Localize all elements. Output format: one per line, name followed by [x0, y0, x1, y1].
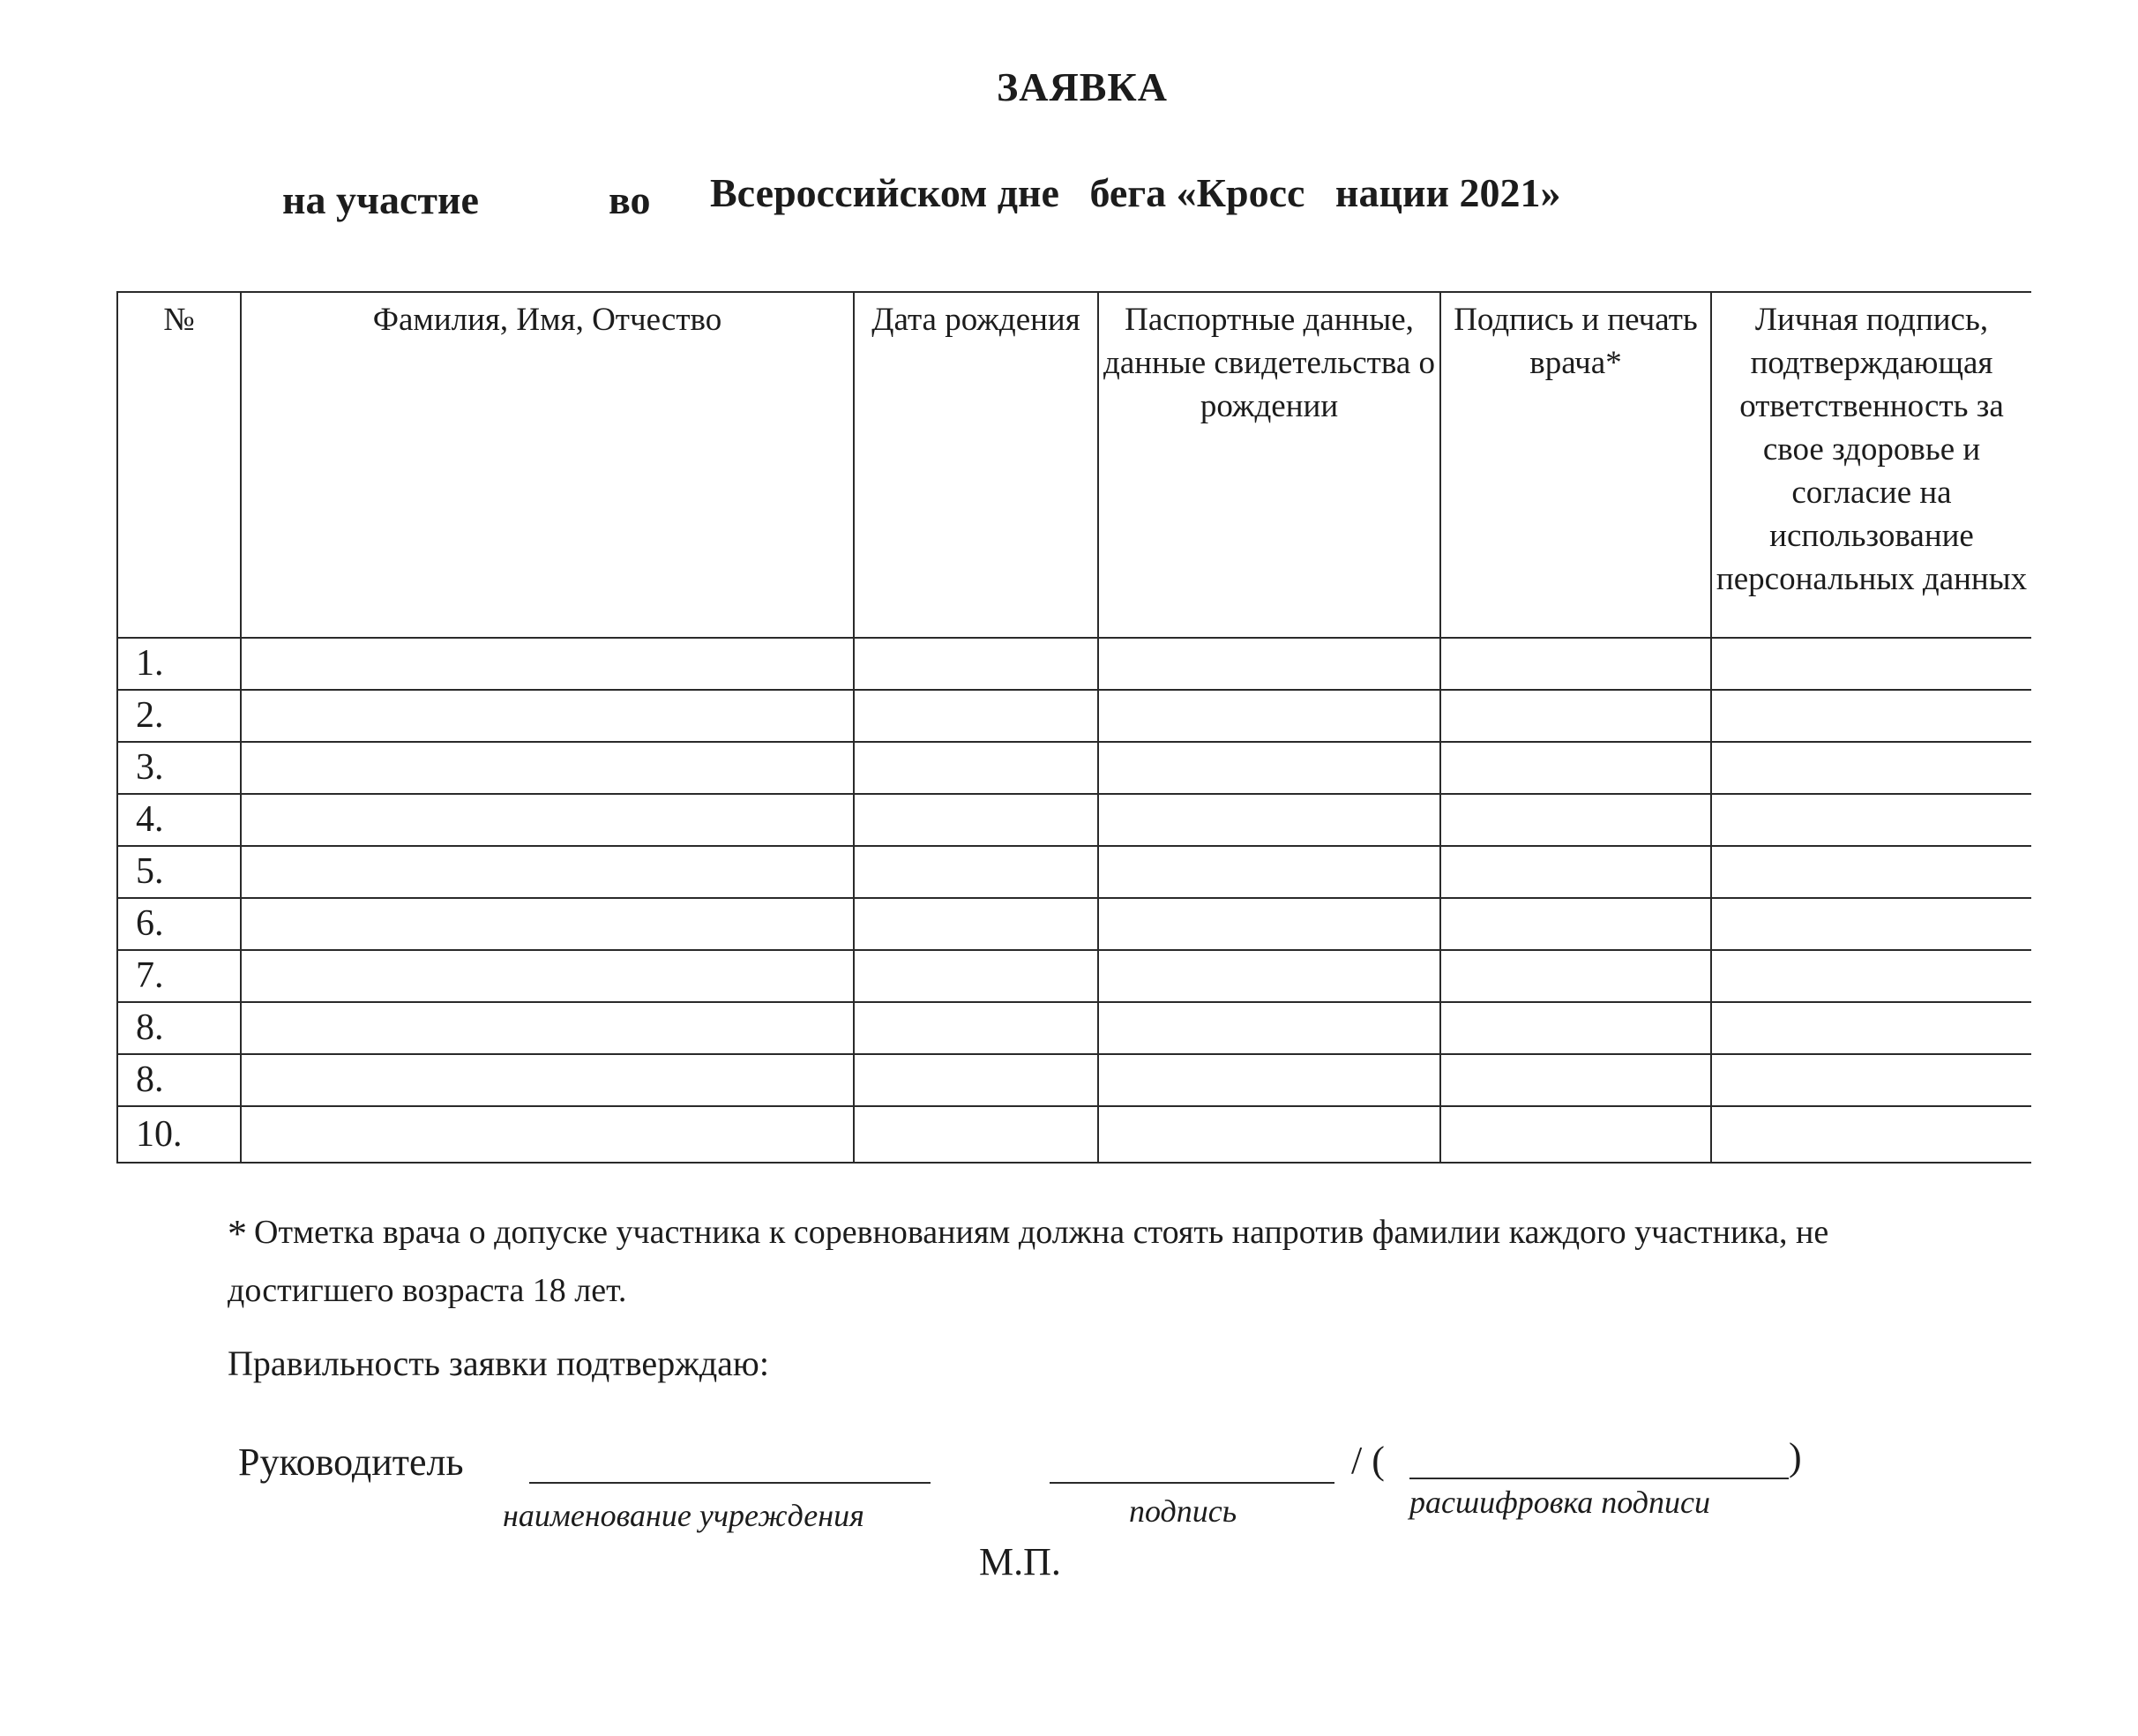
- cell-personal-signature[interactable]: [1711, 742, 2031, 794]
- table-row: [117, 846, 2031, 898]
- row-number: 10.: [117, 1106, 241, 1163]
- cell-personal-signature[interactable]: [1711, 1106, 2031, 1163]
- cell-full-name[interactable]: [241, 898, 854, 950]
- cell-passport[interactable]: [1098, 950, 1440, 1002]
- cell-doctor-signature[interactable]: [1440, 950, 1711, 1002]
- stamp-label: М.П.: [979, 1540, 1061, 1583]
- participants-table: [116, 291, 2031, 1164]
- table-row: [117, 1002, 2031, 1054]
- cell-passport[interactable]: [1098, 898, 1440, 950]
- table-row: [117, 1106, 2031, 1163]
- row-number: 2.: [117, 690, 241, 742]
- cell-personal-signature[interactable]: [1711, 1002, 2031, 1054]
- row-number: 3.: [117, 742, 241, 794]
- caption-signature: подпись: [1129, 1493, 1237, 1529]
- cell-personal-signature[interactable]: [1711, 690, 2031, 742]
- cell-full-name[interactable]: [241, 1054, 854, 1106]
- cell-birth-date[interactable]: [854, 898, 1098, 950]
- cell-personal-signature[interactable]: [1711, 638, 2031, 690]
- cell-passport[interactable]: [1098, 846, 1440, 898]
- header-personal-signature: Личная подпись, подтверждающая ответственность за свое здоровье и согласие на использование персональных данных: [1711, 292, 2031, 638]
- header-birth-date: Дата рождения: [854, 292, 1098, 638]
- cell-full-name[interactable]: [241, 1002, 854, 1054]
- row-number: 1.: [117, 638, 241, 690]
- cell-birth-date[interactable]: [854, 1106, 1098, 1163]
- row-number: 6.: [117, 898, 241, 950]
- cell-doctor-signature[interactable]: [1440, 1106, 1711, 1163]
- table-row: [117, 638, 2031, 690]
- header-doctor-signature: Подпись и печать врача*: [1440, 292, 1711, 638]
- table-row: [117, 1054, 2031, 1106]
- table-row: [117, 898, 2031, 950]
- cell-full-name[interactable]: [241, 638, 854, 690]
- table-header-row: [117, 292, 2031, 638]
- cell-doctor-signature[interactable]: [1440, 898, 1711, 950]
- row-number: 8.: [117, 1054, 241, 1106]
- table-row: [117, 690, 2031, 742]
- caption-decode: расшифровка подписи: [1409, 1485, 1710, 1520]
- cell-doctor-signature[interactable]: [1440, 846, 1711, 898]
- doctor-note: [228, 1204, 1833, 1319]
- cell-birth-date[interactable]: [854, 950, 1098, 1002]
- decode-line[interactable]: [1409, 1478, 1789, 1479]
- document-title: ЗАЯВКА: [997, 64, 1168, 109]
- subtitle-part-2: во: [609, 177, 651, 222]
- institution-line[interactable]: [529, 1482, 931, 1484]
- cell-doctor-signature[interactable]: [1440, 1054, 1711, 1106]
- caption-institution: наименование учреждения: [503, 1498, 864, 1533]
- row-number: 8.: [117, 1002, 241, 1054]
- cell-passport[interactable]: [1098, 1106, 1440, 1163]
- cell-birth-date[interactable]: [854, 1002, 1098, 1054]
- subtitle-part-1: на участие: [282, 177, 479, 222]
- table-row: [117, 950, 2031, 1002]
- header-full-name: Фамилия, Имя, Отчество: [241, 292, 854, 638]
- cell-personal-signature[interactable]: [1711, 950, 2031, 1002]
- cell-birth-date[interactable]: [854, 846, 1098, 898]
- cell-passport[interactable]: [1098, 690, 1440, 742]
- header-passport-data: Паспортные данные, данные свидетельства о рождении: [1098, 292, 1440, 638]
- head-label: Руководитель: [238, 1440, 464, 1484]
- cell-full-name[interactable]: [241, 950, 854, 1002]
- cell-doctor-signature[interactable]: [1440, 794, 1711, 846]
- cell-personal-signature[interactable]: [1711, 846, 2031, 898]
- header-number: №: [117, 292, 241, 638]
- cell-personal-signature[interactable]: [1711, 794, 2031, 846]
- cell-birth-date[interactable]: [854, 794, 1098, 846]
- note-text: Отметка врача о допуске участника к соревнованиям должна стоять напротив фамилии каждого участника, не достигшего возраста 18 лет.: [228, 1214, 1829, 1309]
- cell-full-name[interactable]: [241, 742, 854, 794]
- cell-passport[interactable]: [1098, 1054, 1440, 1106]
- row-number: 7.: [117, 950, 241, 1002]
- cell-passport[interactable]: [1098, 794, 1440, 846]
- cell-birth-date[interactable]: [854, 690, 1098, 742]
- cell-birth-date[interactable]: [854, 742, 1098, 794]
- cell-doctor-signature[interactable]: [1440, 638, 1711, 690]
- cell-doctor-signature[interactable]: [1440, 1002, 1711, 1054]
- cell-passport[interactable]: [1098, 1002, 1440, 1054]
- cell-personal-signature[interactable]: [1711, 1054, 2031, 1106]
- slash-paren: / (: [1351, 1439, 1385, 1482]
- cell-passport[interactable]: [1098, 638, 1440, 690]
- cell-birth-date[interactable]: [854, 638, 1098, 690]
- cell-full-name[interactable]: [241, 794, 854, 846]
- confirmation-text: Правильность заявки подтверждаю:: [228, 1343, 769, 1383]
- cell-passport[interactable]: [1098, 742, 1440, 794]
- cell-full-name[interactable]: [241, 846, 854, 898]
- cell-doctor-signature[interactable]: [1440, 690, 1711, 742]
- row-number: 4.: [117, 794, 241, 846]
- table-row: [117, 742, 2031, 794]
- cell-birth-date[interactable]: [854, 1054, 1098, 1106]
- cell-full-name[interactable]: [241, 1106, 854, 1163]
- table-row: [117, 794, 2031, 846]
- row-number: 5.: [117, 846, 241, 898]
- cell-full-name[interactable]: [241, 690, 854, 742]
- signature-line[interactable]: [1050, 1482, 1334, 1484]
- subtitle-part-3: Всероссийском дне бега «Кросс нации 2021»: [710, 170, 1561, 215]
- cell-personal-signature[interactable]: [1711, 898, 2031, 950]
- note-asterisk: *: [228, 1212, 247, 1255]
- close-paren: ): [1789, 1435, 1802, 1478]
- cell-doctor-signature[interactable]: [1440, 742, 1711, 794]
